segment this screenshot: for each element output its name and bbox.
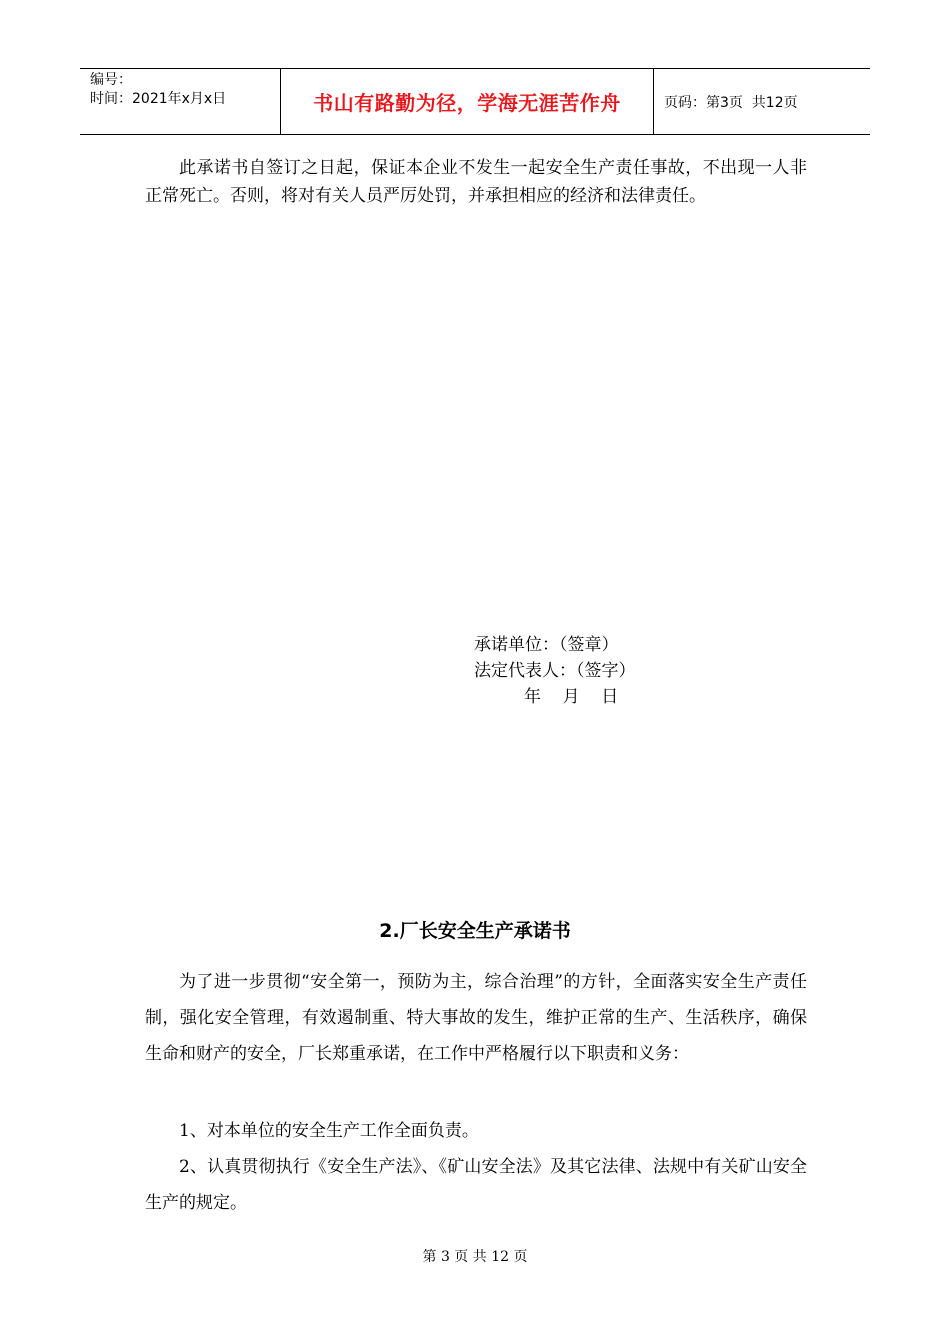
signature-block xyxy=(474,632,636,710)
page-header xyxy=(80,68,870,135)
duty-item-2: 2、认真贯彻执行《安全生产法》、《矿山安全法》及其它法律、法规中有关矿山安全生产的规定。 xyxy=(145,1157,807,1213)
signature-representative: 法定代表人：（签字） xyxy=(474,661,636,681)
document-number-label: 编号： xyxy=(90,72,132,88)
intro-paragraph: 为了进一步贯彻“安全第一，预防为主，综合治理”的方针，全面落实安全生产责任制，强化安全管理，有效遏制重、特大事故的发生，维护正常的生产、生活秩序，确保生命和财产的安全，厂长郑重承诺，在工作中严格履行以下职责和义务： xyxy=(145,972,807,1064)
duty-item-1: 1、对本单位的安全生产工作全面负责。 xyxy=(179,1121,479,1141)
section-title: 2.厂长安全生产承诺书 xyxy=(379,920,571,942)
document-time-label: 时间：2021年x月x日 xyxy=(90,91,227,107)
header-page-info-text: 页码：第3页 共12页 xyxy=(664,94,798,111)
commitment-paragraph: 此承诺书自签订之日起，保证本企业不发生一起安全生产责任事故，不出现一人非正常死亡。否则，将对有关人员严厉处罚，并承担相应的经济和法律责任。 xyxy=(145,158,807,206)
signature-date: 年 月 日 xyxy=(524,687,619,707)
header-motto: 书山有路勤为径，学海无涯苦作舟 xyxy=(281,69,654,134)
page-footer: 第 3 页 共 12 页 xyxy=(422,1249,528,1265)
header-page-info xyxy=(654,69,870,134)
header-meta xyxy=(80,69,281,134)
signature-unit: 承诺单位：（签章） xyxy=(474,635,619,655)
